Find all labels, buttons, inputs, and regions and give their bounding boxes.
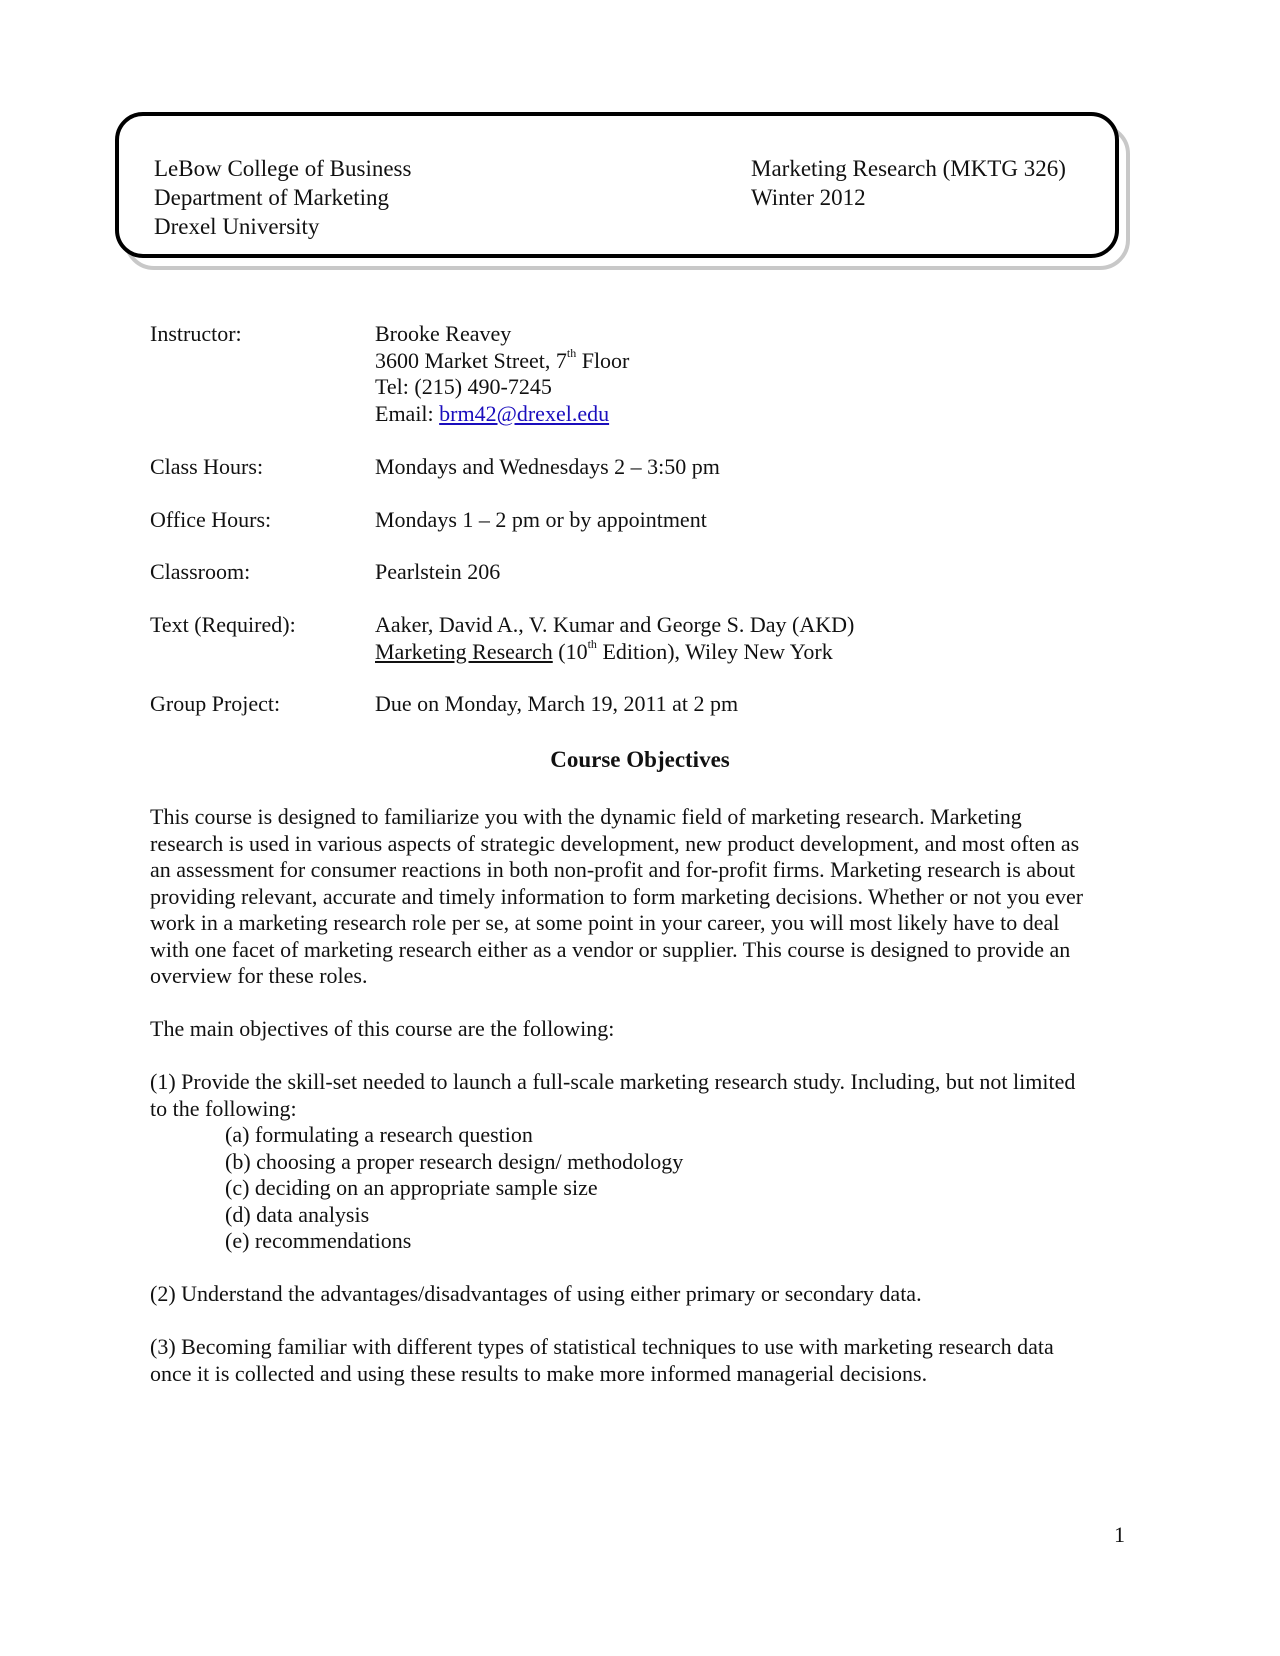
intro-line: an assessment for consumer reactions in both non-profit and for-profit firms. Marketing research is about — [150, 857, 1076, 882]
intro-line: with one facet of marketing research either as a vendor or supplier. This course is designed to provide an — [150, 936, 1071, 962]
objective-1-item: (a) formulating a research question — [225, 1122, 533, 1147]
objectives-intro-paragraph — [150, 804, 1130, 990]
office-hours-label: Office Hours: — [150, 507, 272, 532]
intro-line: research is used in various aspects of strategic development, new product development, and most often as — [150, 830, 1080, 856]
objective-1-item: (e) recommendations — [225, 1228, 412, 1253]
header-right — [751, 154, 1066, 212]
instructor-email-link[interactable]: brm42@drexel.edu — [439, 400, 610, 426]
group-project-value: Due on Monday, March 19, 2011 at 2 pm — [375, 691, 739, 716]
objective-1 — [150, 1069, 1130, 1255]
instructor-tel: Tel: (215) 490-7245 — [375, 374, 552, 399]
instructor-details — [375, 321, 629, 427]
page-number: 1 — [1114, 1522, 1125, 1547]
textbook-title: Marketing Research — [375, 638, 553, 664]
class-hours-label: Class Hours: — [150, 454, 264, 479]
instructor-name: Brooke Reavey — [375, 321, 512, 346]
objective-1-line: to the following: — [150, 1095, 297, 1121]
header-left — [154, 154, 411, 241]
instructor-address: 3600 Market Street, 7th Floor — [375, 346, 630, 373]
instructor-label: Instructor: — [150, 321, 242, 346]
objective-2: (2) Understand the advantages/disadvantages of using either primary or secondary data. — [150, 1281, 922, 1306]
objective-1-item: (b) choosing a proper research design/ methodology — [225, 1148, 684, 1174]
office-hours-value: Mondays 1 – 2 pm or by appointment — [375, 507, 707, 532]
course-term: Winter 2012 — [751, 185, 866, 210]
intro-line: work in a marketing research role per se, at some point in your career, you will most likely have to deal — [150, 910, 1060, 935]
department-name: Department of Marketing — [154, 185, 390, 210]
college-name: LeBow College of Business — [154, 156, 412, 181]
course-objectives-heading: Course Objectives — [550, 747, 730, 772]
university-name: Drexel University — [154, 214, 320, 239]
course-title: Marketing Research (MKTG 326) — [751, 156, 1066, 181]
intro-line: providing relevant, accurate and timely information to form marketing decisions. Whether or not you ever — [150, 883, 1084, 909]
objective-3 — [150, 1334, 1130, 1387]
main-objectives-line: The main objectives of this course are the following: — [150, 1016, 615, 1041]
intro-line: This course is designed to familiarize you with the dynamic field of marketing research. Marketing — [150, 804, 1022, 829]
textbook-title-line: Marketing Research (10th Edition), Wiley New York — [375, 637, 833, 664]
textbook-label: Text (Required): — [150, 612, 296, 637]
group-project-label: Group Project: — [150, 691, 281, 716]
objective-1-item: (c) deciding on an appropriate sample size — [225, 1175, 598, 1200]
classroom-label: Classroom: — [150, 559, 251, 584]
instructor-email-line: Email: brm42@drexel.edu — [375, 400, 610, 426]
classroom-value: Pearlstein 206 — [375, 559, 501, 584]
objective-3-line: (3) Becoming familiar with different types of statistical techniques to use with marketing research data — [150, 1334, 1054, 1359]
textbook-authors: Aaker, David A., V. Kumar and George S. Day (AKD) — [375, 612, 855, 637]
textbook-details — [375, 612, 854, 665]
class-hours-value: Mondays and Wednesdays 2 – 3:50 pm — [375, 454, 720, 479]
objective-1-line: (1) Provide the skill-set needed to launch a full-scale marketing research study. Including, but not limited — [150, 1069, 1076, 1094]
header-box — [115, 112, 1119, 258]
intro-line: overview for these roles. — [150, 963, 368, 988]
objective-3-line: once it is collected and using these results to make more informed managerial decisions. — [150, 1360, 928, 1386]
objective-1-item: (d) data analysis — [225, 1201, 370, 1227]
